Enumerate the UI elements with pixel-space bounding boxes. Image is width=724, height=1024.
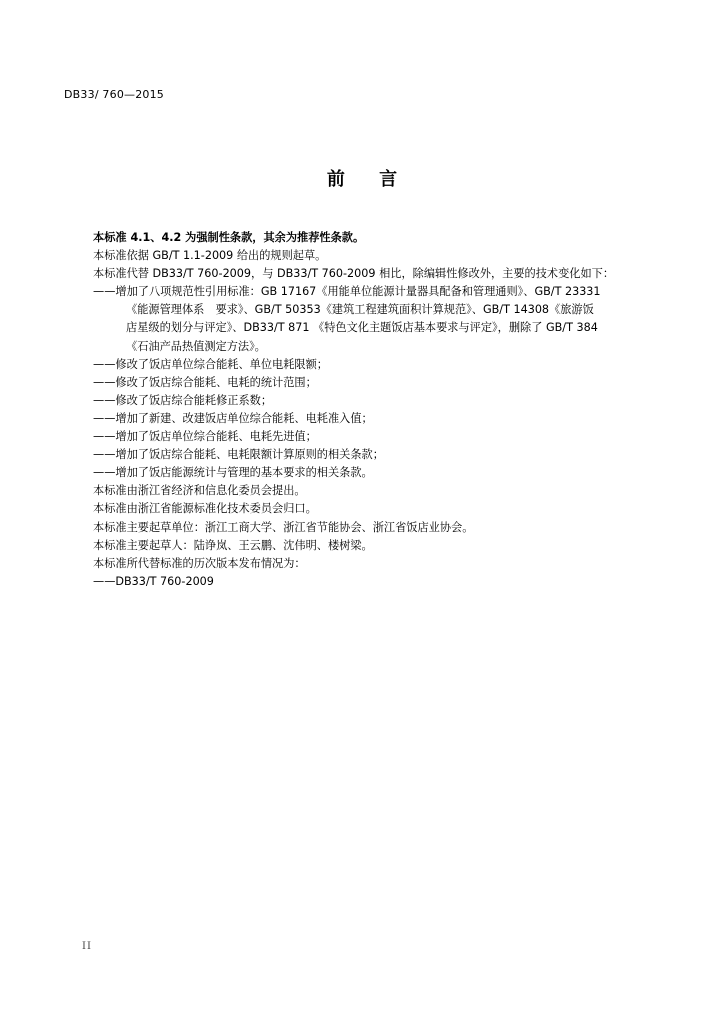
change-item-line: ——增加了饭店单位综合能耗、电耗先进值； (93, 430, 317, 444)
centralized-unit-line: 本标准由浙江省能源标准化技术委员会归口。 (93, 502, 317, 516)
replacement-statement-line: 本标准代替 DB33/T 760-2009，与 DB33/T 760-2009 相比，除编辑性修改外，主要的技术变化如下： (93, 267, 615, 281)
drafters-line: 本标准主要起草人：陆诤岚、王云鹏、沈伟明、楼树梁。 (93, 538, 373, 552)
page-title: 前 言 (326, 169, 412, 190)
mandatory-clause-statement: 本标准 4.1、4.2 为强制性条款，其余为推荐性条款。 (93, 231, 365, 244)
change-item-line: ——增加了饭店综合能耗、电耗限额计算原则的相关条款； (93, 448, 384, 462)
change-item-line: ——增加了饭店能源统计与管理的基本要求的相关条款。 (93, 466, 373, 480)
page-number: II (82, 941, 92, 952)
drafting-rule-line: 本标准依据 GB/T 1.1-2009 给出的规则起草。 (93, 249, 327, 263)
change-item-continuation-line: 店星级的划分与评定》、DB33/T 871 《特色文化主题饭店基本要求与评定》，删除了 GB/T 384 (126, 321, 598, 335)
change-item-line: ——修改了饭店综合能耗、电耗的统计范围； (93, 375, 317, 389)
standard-code-header: DB33/ 760—2015 (64, 88, 165, 101)
change-item-continuation-line: 《石油产品热值测定方法》。 (126, 339, 266, 353)
change-item-continuation-line: 《能源管理体系 要求》、GB/T 50353《建筑工程建筑面积计算规范》、GB/T 14308《旅游饭 (126, 303, 594, 317)
change-item-line: ——修改了饭店综合能耗修正系数； (93, 393, 273, 407)
history-item-line: ——DB33/T 760-2009 (93, 574, 214, 588)
foreword-body (93, 229, 653, 591)
drafting-units-line: 本标准主要起草单位：浙江工商大学、浙江省节能协会、浙江省饭店业协会。 (93, 520, 474, 534)
change-item-line: ——增加了八项规范性引用标准：GB 17167《用能单位能源计量器具配备和管理通则》、GB/T 23331 (93, 285, 601, 299)
proposer-line: 本标准由浙江省经济和信息化委员会提出。 (93, 484, 306, 498)
change-item-line: ——增加了新建、改建饭店单位综合能耗、电耗准入值； (93, 411, 373, 425)
history-intro-line: 本标准所代替标准的历次版本发布情况为： (93, 556, 306, 570)
change-item-line: ——修改了饭店单位综合能耗、单位电耗限额； (93, 357, 328, 371)
